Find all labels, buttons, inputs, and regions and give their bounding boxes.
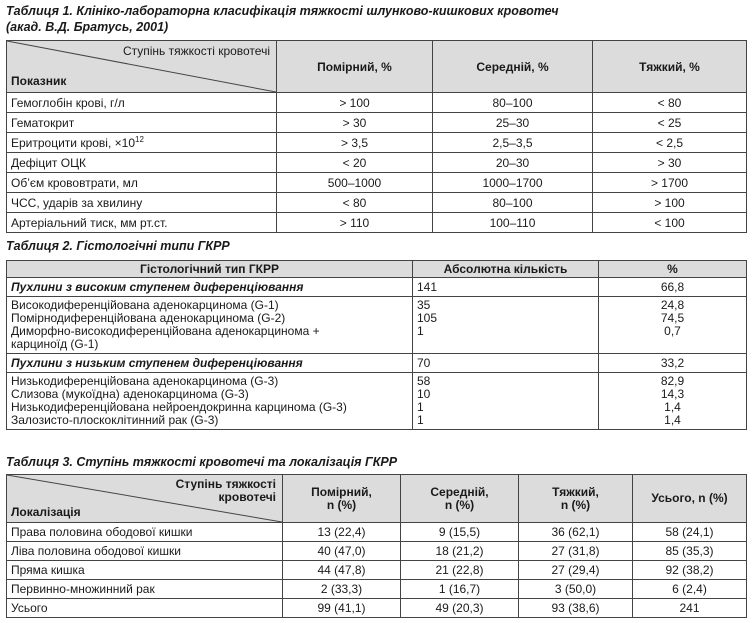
table2-col-header: Гістологічний тип ГКРР (7, 261, 413, 278)
superscript: 12 (135, 135, 144, 144)
table3-corner-top (176, 478, 276, 504)
table1-header-row (7, 41, 747, 93)
table-row (7, 133, 747, 153)
cell: 2 (33,3) (283, 580, 401, 599)
percent-value: 74,5 (660, 311, 685, 325)
group-items-labels (7, 373, 413, 430)
cell: 85 (35,3) (633, 542, 747, 561)
header-line1: Тяжкий, (552, 484, 599, 499)
cell: < 20 (277, 153, 433, 173)
table2-col-header: % (599, 261, 747, 278)
table-row (7, 297, 747, 354)
row-label: Ліва половина ободової кишки (7, 542, 283, 561)
list-item: Високодиференційована аденокарцинома (G-1) (11, 298, 279, 312)
count-value: 1 (417, 413, 424, 427)
table-row (7, 213, 747, 233)
cell: 93 (38,6) (519, 599, 633, 618)
cell: 18 (21,2) (401, 542, 519, 561)
cell: 27 (29,4) (519, 561, 633, 580)
row-label: Первинно-множинний рак (7, 580, 283, 599)
cell: > 110 (277, 213, 433, 233)
table3-corner-bottom: Локалізація (11, 505, 81, 519)
table1-title-line1: Таблиця 1. Клініко-лабораторна класифікація тяжкості шлунково-кишкових кровотеч (6, 4, 559, 18)
group-items-counts (413, 297, 599, 354)
table3-col-header (283, 475, 401, 523)
cell: > 30 (277, 113, 433, 133)
table3-col-header (401, 475, 519, 523)
table-row (7, 580, 747, 599)
row-label: Гематокрит (7, 113, 277, 133)
group-items-labels (7, 297, 413, 354)
group-label: Пухлини з високим ступенем диференціювання (7, 278, 413, 297)
cell: 13 (22,4) (283, 523, 401, 542)
header-line1: Усього, n (%) (651, 491, 728, 505)
list-item: Слизова (мукоїдна) аденокарцинома (G-3) (11, 387, 249, 401)
table-row (7, 542, 747, 561)
row-label-text: Еритроцити крові, ×10 (11, 136, 135, 150)
cell: 40 (47,0) (283, 542, 401, 561)
row-label: ЧСС, ударів за хвилину (7, 193, 277, 213)
table-row (7, 113, 747, 133)
table1-corner-cell (7, 41, 277, 93)
percent-value: 82,9 (660, 374, 685, 388)
cell: 1 (16,7) (401, 580, 519, 599)
table-row (7, 599, 747, 618)
table1-col-header: Тяжкий, % (593, 41, 747, 93)
cell: < 80 (593, 93, 747, 113)
table2-header-row (7, 261, 747, 278)
corner-top-line1: Ступінь тяжкості (175, 477, 276, 491)
group-label: Пухлини з низьким ступенем диференціювання (7, 354, 413, 373)
table3-header-row (7, 475, 747, 523)
table2-col-header: Абсолютна кількість (413, 261, 599, 278)
cell: 33,2 (599, 354, 747, 373)
count-value: 10 (417, 387, 431, 401)
table1-corner-bottom: Показник (11, 74, 67, 88)
cell: 500–1000 (277, 173, 433, 193)
cell: > 30 (593, 153, 747, 173)
table-row (7, 193, 747, 213)
cell: 36 (62,1) (519, 523, 633, 542)
count-value: 1 (417, 324, 424, 338)
group-items-percents (599, 373, 747, 430)
percent-value: 14,3 (660, 387, 685, 401)
table-row (7, 373, 747, 430)
table-row (7, 173, 747, 193)
row-label: Гемоглобін крові, г/л (7, 93, 277, 113)
cell: < 100 (593, 213, 747, 233)
cell: 44 (47,8) (283, 561, 401, 580)
cell: > 1700 (593, 173, 747, 193)
table-row (7, 278, 747, 297)
row-label: Дефіцит ОЦК (7, 153, 277, 173)
table1-title-line2: (акад. В.Д. Братусь, 2001) (6, 20, 169, 34)
list-item: Диморфно-високодиференційована аденокарцинома + (11, 324, 320, 338)
row-label (7, 133, 277, 153)
row-label: Об’єм крововтрати, мл (7, 173, 277, 193)
cell: 141 (413, 278, 599, 297)
table3-col-header (519, 475, 633, 523)
row-label: Усього (7, 599, 283, 618)
header-line1: Помірний, (311, 484, 372, 499)
cell: 70 (413, 354, 599, 373)
cell: 100–110 (433, 213, 593, 233)
percent-value: 24,8 (660, 298, 685, 312)
cell: 20–30 (433, 153, 593, 173)
table1-col-header: Помірний, % (277, 41, 433, 93)
cell: < 2,5 (593, 133, 747, 153)
cell: 49 (20,3) (401, 599, 519, 618)
cell: 58 (24,1) (633, 523, 747, 542)
header-line1: Середній, (430, 484, 489, 499)
cell: 80–100 (433, 193, 593, 213)
table3-title: Таблиця 3. Ступінь тяжкості кровотечі та локалізація ГКРР (6, 455, 398, 469)
count-value: 35 (417, 298, 431, 312)
table3-corner-cell (7, 475, 283, 523)
group-items-counts (413, 373, 599, 430)
cell: 9 (15,5) (401, 523, 519, 542)
list-item: Залозисто-плоскоклітинний рак (G-3) (11, 413, 219, 427)
list-item: Низькодиференційована нейроендокринна карцинома (G-3) (11, 400, 347, 414)
row-label: Пряма кишка (7, 561, 283, 580)
count-value: 105 (417, 311, 438, 325)
percent-value: 1,4 (664, 413, 681, 427)
cell: 99 (41,1) (283, 599, 401, 618)
table-row (7, 523, 747, 542)
row-label: Артеріальний тиск, мм рт.ст. (7, 213, 277, 233)
cell: 21 (22,8) (401, 561, 519, 580)
table1 (6, 40, 747, 233)
cell: 80–100 (433, 93, 593, 113)
cell: < 25 (593, 113, 747, 133)
cell: 25–30 (433, 113, 593, 133)
table1-title (6, 3, 559, 35)
cell: 3 (50,0) (519, 580, 633, 599)
list-item-continuation: карциноїд (G-1) (11, 337, 99, 351)
count-value: 1 (417, 400, 424, 414)
percent-value: 1,4 (664, 400, 681, 414)
table-row (7, 93, 747, 113)
cell: 92 (38,2) (633, 561, 747, 580)
cell: > 100 (277, 93, 433, 113)
table1-corner-top: Ступінь тяжкості кровотечі (122, 44, 270, 58)
table2-title: Таблиця 2. Гістологічні типи ГКРР (6, 239, 230, 253)
cell: 66,8 (599, 278, 747, 297)
cell: 2,5–3,5 (433, 133, 593, 153)
corner-top-line2: кровотечі (218, 490, 276, 504)
header-line2: n (%) (326, 497, 357, 512)
table1-col-header: Середній, % (433, 41, 593, 93)
cell: < 80 (277, 193, 433, 213)
list-item: Помірнодиференційована аденокарцинома (G-2) (11, 311, 286, 325)
table3-col-header (633, 475, 747, 523)
header-line2: n (%) (560, 497, 591, 512)
cell: > 100 (593, 193, 747, 213)
cell: 1000–1700 (433, 173, 593, 193)
cell: > 3,5 (277, 133, 433, 153)
row-label: Права половина ободової кишки (7, 523, 283, 542)
cell: 27 (31,8) (519, 542, 633, 561)
percent-value: 0,7 (664, 324, 681, 338)
header-line2: n (%) (444, 497, 475, 512)
table3 (6, 474, 747, 618)
list-item: Низькодиференційована аденокарцинома (G-3) (11, 374, 279, 388)
table-row (7, 153, 747, 173)
cell: 241 (633, 599, 747, 618)
count-value: 58 (417, 374, 431, 388)
table2 (6, 260, 747, 430)
cell: 6 (2,4) (633, 580, 747, 599)
table-row (7, 561, 747, 580)
table-row (7, 354, 747, 373)
group-items-percents (599, 297, 747, 354)
